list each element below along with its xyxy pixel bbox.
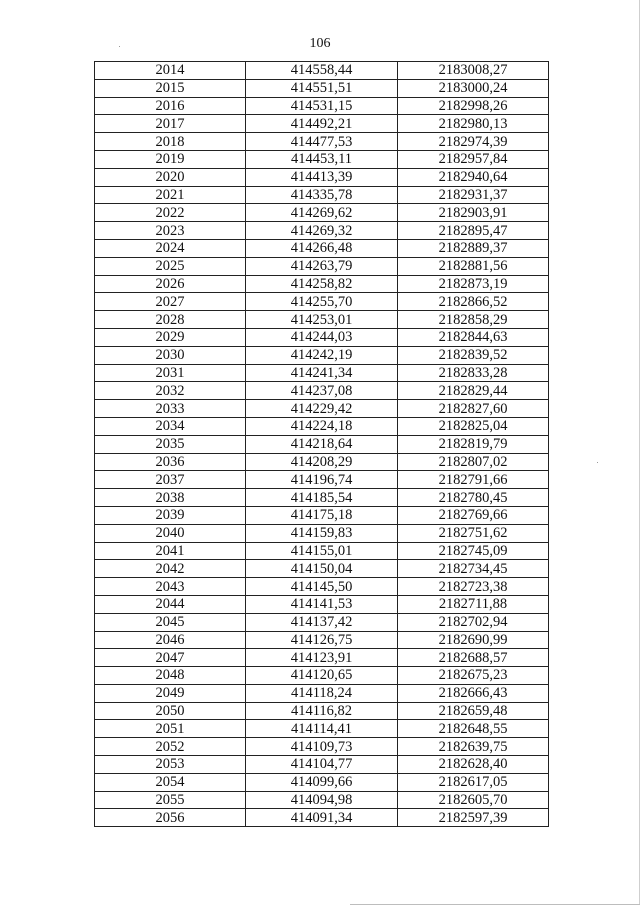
point-number-cell: 2024	[95, 239, 246, 257]
x-coordinate-cell: 414258,82	[246, 275, 398, 293]
table-row	[95, 79, 549, 97]
point-number-cell: 2018	[95, 133, 246, 151]
y-coordinate-cell: 2182734,45	[398, 560, 549, 578]
point-number-cell: 2040	[95, 524, 246, 542]
x-coordinate-cell: 414159,83	[246, 524, 398, 542]
table-row	[95, 328, 549, 346]
y-coordinate-cell: 2182825,04	[398, 417, 549, 435]
table-row	[95, 400, 549, 418]
table-row	[95, 62, 549, 80]
x-coordinate-cell: 414126,75	[246, 631, 398, 649]
x-coordinate-cell: 414263,79	[246, 257, 398, 275]
y-coordinate-cell: 2182827,60	[398, 400, 549, 418]
x-coordinate-cell: 414091,34	[246, 809, 398, 827]
y-coordinate-cell: 2182889,37	[398, 239, 549, 257]
table-row	[95, 542, 549, 560]
point-number-cell: 2048	[95, 667, 246, 685]
y-coordinate-cell: 2182829,44	[398, 382, 549, 400]
x-coordinate-cell: 414242,19	[246, 346, 398, 364]
x-coordinate-cell: 414109,73	[246, 738, 398, 756]
point-number-cell: 2056	[95, 809, 246, 827]
table-row	[95, 720, 549, 738]
table-row	[95, 97, 549, 115]
y-coordinate-cell: 2182780,45	[398, 489, 549, 507]
point-number-cell: 2042	[95, 560, 246, 578]
page-number: 106	[309, 36, 331, 51]
y-coordinate-cell: 2182690,99	[398, 631, 549, 649]
point-number-cell: 2023	[95, 222, 246, 240]
table-row	[95, 275, 549, 293]
x-coordinate-cell: 414244,03	[246, 328, 398, 346]
y-coordinate-cell: 2182791,66	[398, 471, 549, 489]
y-coordinate-cell: 2183008,27	[398, 62, 549, 80]
y-coordinate-cell: 2182895,47	[398, 222, 549, 240]
table-row	[95, 756, 549, 774]
table-row	[95, 417, 549, 435]
y-coordinate-cell: 2182866,52	[398, 293, 549, 311]
point-number-cell: 2036	[95, 453, 246, 471]
y-coordinate-cell: 2182903,91	[398, 204, 549, 222]
x-coordinate-cell: 414492,21	[246, 115, 398, 133]
table-row	[95, 257, 549, 275]
x-coordinate-cell: 414224,18	[246, 417, 398, 435]
point-number-cell: 2052	[95, 738, 246, 756]
point-number-cell: 2055	[95, 791, 246, 809]
x-coordinate-cell: 414185,54	[246, 489, 398, 507]
table-row	[95, 115, 549, 133]
x-coordinate-cell: 414237,08	[246, 382, 398, 400]
table-row	[95, 453, 549, 471]
x-coordinate-cell: 414229,42	[246, 400, 398, 418]
point-number-cell: 2033	[95, 400, 246, 418]
table-row	[95, 791, 549, 809]
table-row	[95, 133, 549, 151]
x-coordinate-cell: 414255,70	[246, 293, 398, 311]
table-row	[95, 239, 549, 257]
table-row	[95, 667, 549, 685]
table-row	[95, 346, 549, 364]
x-coordinate-cell: 414558,44	[246, 62, 398, 80]
x-coordinate-cell: 414099,66	[246, 773, 398, 791]
y-coordinate-cell: 2182769,66	[398, 506, 549, 524]
y-coordinate-cell: 2182833,28	[398, 364, 549, 382]
table-row	[95, 186, 549, 204]
x-coordinate-cell: 414094,98	[246, 791, 398, 809]
table-row	[95, 738, 549, 756]
x-coordinate-cell: 414241,34	[246, 364, 398, 382]
point-number-cell: 2038	[95, 489, 246, 507]
x-coordinate-cell: 414266,48	[246, 239, 398, 257]
table-row	[95, 809, 549, 827]
table-row	[95, 435, 549, 453]
table-row	[95, 150, 549, 168]
x-coordinate-cell: 414116,82	[246, 702, 398, 720]
point-number-cell: 2026	[95, 275, 246, 293]
table-row	[95, 489, 549, 507]
table-row	[95, 168, 549, 186]
x-coordinate-cell: 414253,01	[246, 311, 398, 329]
x-coordinate-cell: 414477,53	[246, 133, 398, 151]
table-row	[95, 471, 549, 489]
point-number-cell: 2050	[95, 702, 246, 720]
point-number-cell: 2015	[95, 79, 246, 97]
y-coordinate-cell: 2182751,62	[398, 524, 549, 542]
y-coordinate-cell: 2182957,84	[398, 150, 549, 168]
point-number-cell: 2054	[95, 773, 246, 791]
scan-speck	[119, 46, 120, 47]
point-number-cell: 2016	[95, 97, 246, 115]
y-coordinate-cell: 2182659,48	[398, 702, 549, 720]
y-coordinate-cell: 2182873,19	[398, 275, 549, 293]
x-coordinate-cell: 414269,62	[246, 204, 398, 222]
point-number-cell: 2043	[95, 578, 246, 596]
table-row	[95, 595, 549, 613]
x-coordinate-cell: 414120,65	[246, 667, 398, 685]
point-number-cell: 2028	[95, 311, 246, 329]
x-coordinate-cell: 414208,29	[246, 453, 398, 471]
y-coordinate-cell: 2182617,05	[398, 773, 549, 791]
y-coordinate-cell: 2182675,23	[398, 667, 549, 685]
point-number-cell: 2025	[95, 257, 246, 275]
point-number-cell: 2041	[95, 542, 246, 560]
y-coordinate-cell: 2182605,70	[398, 791, 549, 809]
point-number-cell: 2014	[95, 62, 246, 80]
y-coordinate-cell: 2182858,29	[398, 311, 549, 329]
point-number-cell: 2053	[95, 756, 246, 774]
table-row	[95, 524, 549, 542]
point-number-cell: 2029	[95, 328, 246, 346]
y-coordinate-cell: 2182666,43	[398, 684, 549, 702]
point-number-cell: 2049	[95, 684, 246, 702]
scan-speck	[597, 462, 598, 463]
table-row	[95, 364, 549, 382]
x-coordinate-cell: 414137,42	[246, 613, 398, 631]
coordinates-table	[94, 61, 549, 827]
y-coordinate-cell: 2182881,56	[398, 257, 549, 275]
table-row	[95, 649, 549, 667]
x-coordinate-cell: 414531,15	[246, 97, 398, 115]
table-row	[95, 382, 549, 400]
x-coordinate-cell: 414141,53	[246, 595, 398, 613]
table-row	[95, 560, 549, 578]
point-number-cell: 2039	[95, 506, 246, 524]
point-number-cell: 2047	[95, 649, 246, 667]
y-coordinate-cell: 2182980,13	[398, 115, 549, 133]
y-coordinate-cell: 2182844,63	[398, 328, 549, 346]
table-row	[95, 773, 549, 791]
x-coordinate-cell: 414196,74	[246, 471, 398, 489]
x-coordinate-cell: 414118,24	[246, 684, 398, 702]
table-row	[95, 506, 549, 524]
point-number-cell: 2037	[95, 471, 246, 489]
point-number-cell: 2035	[95, 435, 246, 453]
table-row	[95, 613, 549, 631]
table-row	[95, 702, 549, 720]
table-row	[95, 293, 549, 311]
x-coordinate-cell: 414145,50	[246, 578, 398, 596]
y-coordinate-cell: 2182807,02	[398, 453, 549, 471]
x-coordinate-cell: 414123,91	[246, 649, 398, 667]
table-row	[95, 311, 549, 329]
x-coordinate-cell: 414175,18	[246, 506, 398, 524]
table-row	[95, 578, 549, 596]
table-row	[95, 204, 549, 222]
point-number-cell: 2034	[95, 417, 246, 435]
y-coordinate-cell: 2182648,55	[398, 720, 549, 738]
table-row	[95, 631, 549, 649]
y-coordinate-cell: 2182940,64	[398, 168, 549, 186]
y-coordinate-cell: 2182723,38	[398, 578, 549, 596]
point-number-cell: 2022	[95, 204, 246, 222]
point-number-cell: 2019	[95, 150, 246, 168]
y-coordinate-cell: 2182745,09	[398, 542, 549, 560]
x-coordinate-cell: 414104,77	[246, 756, 398, 774]
y-coordinate-cell: 2182639,75	[398, 738, 549, 756]
y-coordinate-cell: 2182819,79	[398, 435, 549, 453]
point-number-cell: 2030	[95, 346, 246, 364]
y-coordinate-cell: 2182974,39	[398, 133, 549, 151]
x-coordinate-cell: 414218,64	[246, 435, 398, 453]
x-coordinate-cell: 414453,11	[246, 150, 398, 168]
y-coordinate-cell: 2182931,37	[398, 186, 549, 204]
y-coordinate-cell: 2182688,57	[398, 649, 549, 667]
x-coordinate-cell: 414551,51	[246, 79, 398, 97]
y-coordinate-cell: 2182711,88	[398, 595, 549, 613]
point-number-cell: 2021	[95, 186, 246, 204]
point-number-cell: 2017	[95, 115, 246, 133]
y-coordinate-cell: 2182702,94	[398, 613, 549, 631]
point-number-cell: 2046	[95, 631, 246, 649]
point-number-cell: 2044	[95, 595, 246, 613]
y-coordinate-cell: 2182597,39	[398, 809, 549, 827]
y-coordinate-cell: 2183000,24	[398, 79, 549, 97]
coordinates-table-body	[95, 62, 549, 827]
y-coordinate-cell: 2182998,26	[398, 97, 549, 115]
table-row	[95, 684, 549, 702]
x-coordinate-cell: 414155,01	[246, 542, 398, 560]
x-coordinate-cell: 414114,41	[246, 720, 398, 738]
point-number-cell: 2032	[95, 382, 246, 400]
x-coordinate-cell: 414269,32	[246, 222, 398, 240]
point-number-cell: 2020	[95, 168, 246, 186]
y-coordinate-cell: 2182628,40	[398, 756, 549, 774]
table-row	[95, 222, 549, 240]
point-number-cell: 2031	[95, 364, 246, 382]
y-coordinate-cell: 2182839,52	[398, 346, 549, 364]
point-number-cell: 2027	[95, 293, 246, 311]
point-number-cell: 2051	[95, 720, 246, 738]
x-coordinate-cell: 414150,04	[246, 560, 398, 578]
point-number-cell: 2045	[95, 613, 246, 631]
x-coordinate-cell: 414335,78	[246, 186, 398, 204]
x-coordinate-cell: 414413,39	[246, 168, 398, 186]
